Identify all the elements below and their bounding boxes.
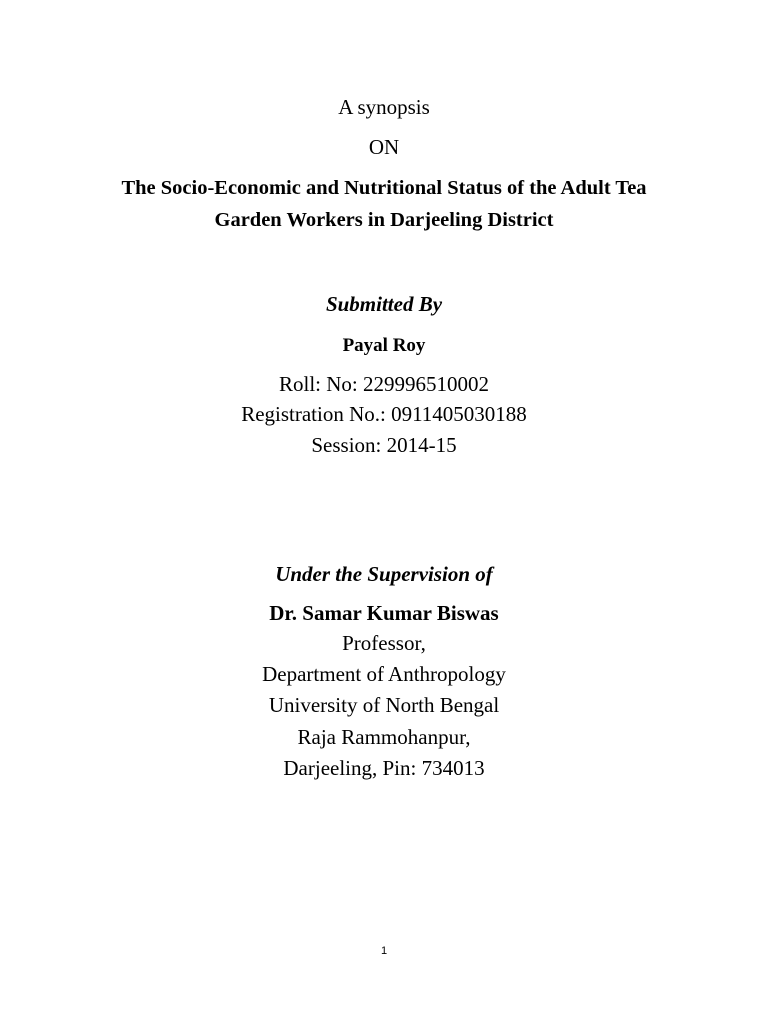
supervision-heading: Under the Supervision of	[275, 562, 493, 586]
address-line-2: Darjeeling, Pin: 734013	[283, 756, 485, 780]
department: Department of Anthropology	[262, 662, 506, 686]
page-number: 1	[380, 945, 388, 957]
roll-number: Roll: No: 229996510002	[278, 372, 489, 396]
session: Session: 2014-15	[311, 433, 457, 457]
address-line-1: Raja Rammohanpur,	[297, 725, 471, 749]
title-line-2: Garden Workers in Darjeeling District	[214, 209, 554, 231]
supervisor-title: Professor,	[342, 631, 426, 655]
synopsis-label: A synopsis	[338, 95, 430, 119]
on-label: ON	[368, 135, 400, 159]
title-line-1: The Socio-Economic and Nutritional Status of the Adult Tea	[121, 177, 647, 199]
university: University of North Bengal	[268, 693, 500, 717]
supervisor-name: Dr. Samar Kumar Biswas	[269, 601, 499, 625]
author-name: Payal Roy	[342, 335, 426, 356]
registration-number: Registration No.: 0911405030188	[241, 402, 527, 426]
submitted-by-heading: Submitted By	[325, 292, 443, 316]
